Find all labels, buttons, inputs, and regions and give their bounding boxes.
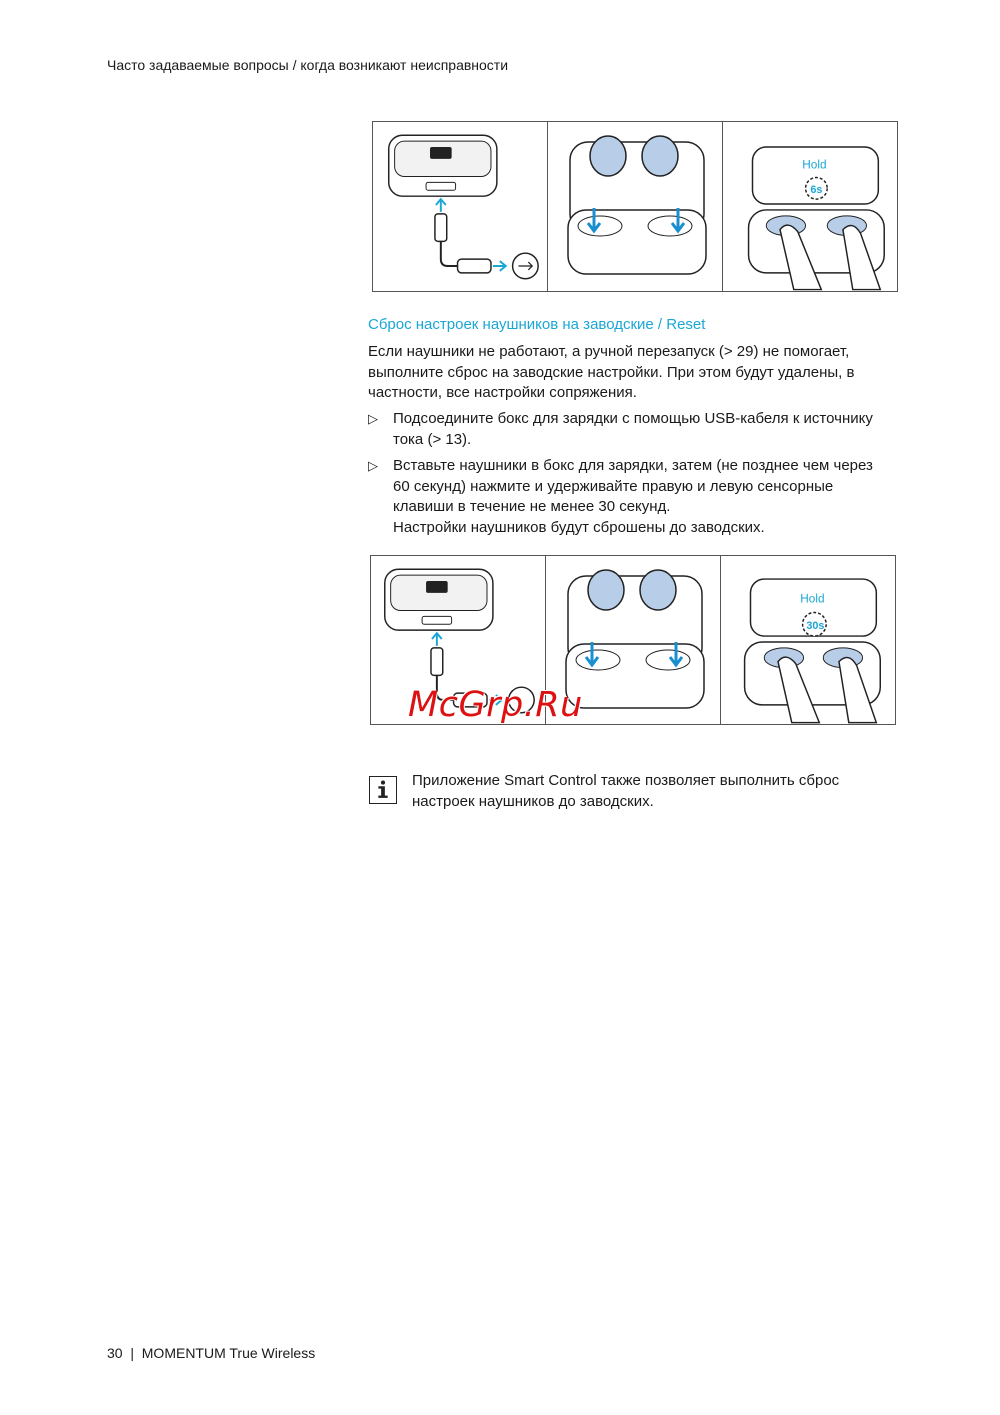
panel-insert-earbuds <box>548 122 723 291</box>
hold-touch-illustration <box>723 122 897 291</box>
hold-label: Hold <box>802 158 827 172</box>
step-line: клавиши в течение не менее 30 секунд. <box>393 498 671 515</box>
illustration-reset-6s <box>372 121 898 292</box>
panel-hold-touch <box>721 556 895 724</box>
step-line: Настройки наушников будут сброшены до заводских. <box>393 518 765 536</box>
hold-label: Hold <box>800 592 825 606</box>
step-item <box>368 456 898 538</box>
step-line: 60 секунд) нажмите и удерживайте правую и левую сенсорные <box>393 477 834 495</box>
step-marker: ▷ <box>368 458 378 473</box>
charging-case-usb-illustration <box>373 122 547 291</box>
info-icon <box>369 776 397 804</box>
info-note <box>412 771 892 812</box>
info-line: настроек наушников до заводских. <box>412 792 654 810</box>
panel-hold-touch <box>723 122 897 291</box>
step-line: Подсоедините бокс для зарядки с помощью USB-кабеля к источнику <box>393 410 873 427</box>
section-intro <box>368 342 898 404</box>
watermark: McGrp.Ru <box>408 685 583 725</box>
info-line: Приложение Smart Control также позволяет выполнить сброс <box>412 772 840 789</box>
step-line: тока (> 13). <box>393 430 472 448</box>
section-title: Сброс настроек наушников на заводские / Reset <box>368 316 706 333</box>
timer-label: 6s <box>810 184 823 197</box>
hold-touch-illustration <box>721 556 895 724</box>
intro-line: Если наушники не работают, а ручной перезапуск (> 29) не помогает, <box>368 343 850 360</box>
timer-label: 30s <box>806 620 825 633</box>
intro-line: выполните сброс на заводские настройки. При этом будут удалены, в <box>368 363 855 381</box>
panel-connect-usb <box>373 122 548 291</box>
step-line: Вставьте наушники в бокс для зарядки, затем (не позднее чем через <box>393 457 873 474</box>
earbuds-insert-illustration <box>548 122 722 291</box>
step-item <box>368 409 898 450</box>
page-footer: 30 | MOMENTUM True Wireless <box>107 1345 316 1361</box>
page-header: Часто задаваемые вопросы / когда возникают неисправности <box>107 57 509 73</box>
intro-line: частности, все настройки сопряжения. <box>368 384 637 401</box>
step-marker: ▷ <box>368 411 378 426</box>
